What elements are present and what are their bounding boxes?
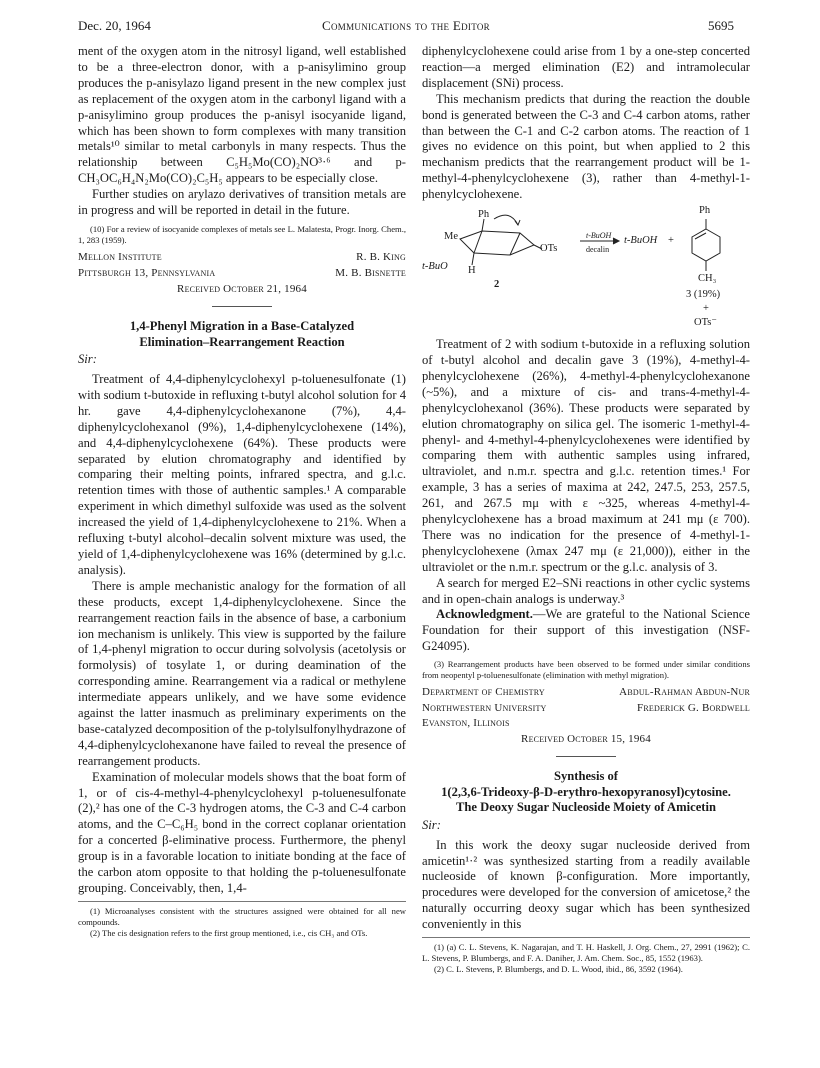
author: Abdul-Rahman Abdun-Nur: [619, 685, 750, 698]
affiliation-line: [78, 266, 406, 282]
condition-solvent: t-BuOH: [586, 231, 612, 241]
author: M. B. Bisnette: [335, 267, 406, 280]
tosylate-label: OTs: [540, 243, 558, 255]
compound-2-label: 2: [494, 279, 500, 291]
author: R. B. King: [356, 251, 406, 264]
article-title: 1,4-Phenyl Migration in a Base-Catalyzed Elimination–Rearrangement Reaction: [129, 319, 355, 349]
affiliation-line: [422, 701, 750, 717]
methyl-label: Me: [444, 231, 458, 243]
byproduct-label: t-BuOH: [624, 235, 658, 247]
affiliation-line: [422, 716, 750, 732]
institution: Mellon Institute: [78, 251, 162, 264]
article-title: [422, 769, 750, 816]
title-line: The Deoxy Sugar Nucleoside Moiety of Amicetin: [455, 800, 716, 815]
received-date: Received October 15, 1964: [521, 733, 651, 746]
reaction-scheme: [422, 205, 750, 331]
right-column: [422, 44, 750, 976]
paragraph: Treatment of 2 with sodium t-butoxide in a refluxing solution of t-butyl alcohol and decalin gave 3 (19%), 4-methyl-4-phenylcyclohexene (26%), 4-methyl-4-phenylcyclohexanone (~5%), and a mixture of cis- and trans-4-methyl-4-phenylcyclohexanol (36%). These products were separated by elution chromatography on silica gel. The isomeric 1-methyl-4-phenyl- and 4-methyl-4-phenylcyclohexenes were identified by comparing them with authentic samples using infrared, ultraviolet, and n.m.r. spectra and g.l.c. retention times.¹ For example, 3 has a series of maxima at 242, 247.5, 253, 257.5, 261, and 267.5 mμ with ε ~325, whereas 4-methyl-4-phenylcyclohexene has a broad maximum at 241 mμ (ε 700). There was no indication for the presence of 4-methyl-1-phenylcyclohexene (λmax 247 mμ (ε 21,000)), either in the ultraviolet or the n.m.r. spectrum or the g.l.c. analysis of 3.: [422, 337, 750, 574]
paragraph: diphenylcyclohexene could arise from 1 by a one-step concerted reaction—a merged elimination (E2) and intramolecular displacement (SNi) process.: [422, 44, 750, 90]
acknowledgment-label: Acknowledgment.: [436, 607, 533, 622]
paragraph: ment of the oxygen atom in the nitrosyl ligand, well established to be a three-electron donor, with a p-anisylimino group produces the p-anisylazo ligand present in the new complex just as replacement of the oxygen atom in the carbonyl ligand with a p-anisylimino group produces the p-anisyl isocyanide ligand, which has been shown to form complexes with many transition metals¹⁰ similar to metal carbonyls in many respects. Thus the relationship between C₅H₅Mo(CO)₂NO³·⁶ and p-CH₃OC₆H₄N₂Mo(CO)₂C₅H₅ appears to be especially close.: [78, 44, 406, 186]
footnote: (2) The cis designation refers to the first group mentioned, i.e., cis CH₃ and OTs.: [90, 928, 368, 939]
running-header: [78, 18, 734, 36]
condition-cosolvent: decalin: [586, 245, 610, 255]
salutation: Sir:: [78, 352, 97, 367]
paragraph: Examination of molecular models shows that the boat form of 1, or of cis-4-methyl-4-phenylcyclohexyl p-toluenesulfonate (2),² has one of the C-3 hydrogen atoms, the C-3 and C-4 carbon atoms, and the C–C₆H₅ bond in the correct coplanar orientation for a concerted β-eliminative process. Furthermore, the phenyl group is in a favorable location to initiate bonding at the face of the carbon atom opposite to that holding the p-toluenesulfonate grouping. Conceivably, then, 1,4-: [78, 769, 406, 895]
location: Pittsburgh 13, Pennsylvania: [78, 267, 216, 280]
hydrogen-label: H: [468, 265, 476, 277]
divider: [212, 306, 272, 307]
footnote: (3) Rearrangement products have been observed to be formed under similar conditions from neopentyl p-toluenesulfonate (elimination with methyl migration).: [422, 659, 750, 681]
methyl-label-product: CH₃: [698, 273, 717, 285]
plus-sign: +: [703, 303, 709, 315]
boat-ring: [460, 231, 534, 255]
affiliation-line: [422, 685, 750, 701]
received-date: Received October 21, 1964: [177, 283, 307, 296]
plus-sign: +: [668, 235, 674, 247]
acknowledgment-text: —We are grateful to the National Science Foundation for their support of this investigation (NSF-G24095).: [422, 607, 750, 654]
footnote: (2) C. L. Stevens, P. Blumbergs, and D. L. Wood, ibid., 86, 3592 (1964).: [434, 964, 683, 975]
compound-3-yield: 3 (19%): [686, 289, 721, 301]
divider: [556, 756, 616, 757]
institution: Northwestern University: [422, 701, 547, 714]
curved-arrow: [494, 215, 518, 225]
title-line: 1(2,3,6-Trideoxy-β-D-erythro-hexopyranosyl)cytosine.: [441, 784, 731, 799]
tosylate-anion: OTs⁻: [694, 317, 717, 329]
header-page-number: 5695: [708, 18, 734, 33]
paragraph: A search for merged E2–SNi reactions in other cyclic systems and in open-chain analogs is underway.³: [422, 575, 750, 606]
phenyl-label: Ph: [478, 209, 490, 221]
salutation: Sir:: [422, 817, 441, 832]
phenyl-label-product: Ph: [699, 205, 711, 217]
footnote: (1) Microanalyses consistent with the structures assigned were obtained for all new compounds.: [78, 905, 406, 928]
department: Department of Chemistry: [422, 685, 545, 698]
paragraph: In this work the deoxy sugar nucleoside derived from amicetin¹·² was synthesized starting from a readily available nucleoside of known β-configuration. More importantly, procedures were developed for the conversion of amicetose,² the naturally occurring deoxy sugar which has been synthesized conveniently in this: [422, 837, 750, 932]
left-column: [78, 44, 406, 940]
footnote: (1) (a) C. L. Stevens, K. Nagarajan, and T. H. Haskell, J. Org. Chem., 27, 2991 (1962); C. L. Stevens, P. Blumbergs, and F. A. Daniher, J. Am. Chem. Soc., 85, 1552 (1963).: [422, 942, 750, 964]
footnote-rule: [78, 901, 406, 902]
product-ring: [692, 229, 720, 261]
header-section: Communications to the Editor: [322, 18, 490, 33]
tbutoxide-label: t-BuO: [422, 261, 448, 273]
paragraph: Treatment of 4,4-diphenylcyclohexyl p-toluenesulfonate (1) with sodium t-butoxide in refluxing t-butyl alcohol solution for 4 hr. gave 4,4-diphenylcyclohexanone (7%), 4,4-diphenylcyclohexanol (9%), 1,4-diphenylcyclohexene (14%), and 4,4-diphenylcyclohexene (64%). These products were separated by elution chromatography and identified by comparing their melting points, infrared spectra, and g.l.c. retention times with those of authentic samples.¹ A comparable experiment in which dimethyl sulfoxide was used as the solvent increased the yield of 1,4-diphenylcyclohexene to 21%. When a refluxing t-butyl alcohol–decalin solvent mixture was used, the yield of 1,4-diphenylcyclohexene was 16% (determined by g.l.c. analysis).: [78, 372, 406, 577]
affiliation-line: [78, 250, 406, 266]
paragraph: There is ample mechanistic analogy for the formation of all these products, except 1,4-diphenylcyclohexene. Since the rearrangement reaction fails in the absence of base, a carbonium ion mechanism is unlikely. This view is supported by the failure of 1,4-phenyl migration to occur during solvolysis (acetolysis or formolysis) of tosylate 1, or during deamination of the corresponding amine. Rearrangement via a radical or methylene intermediate appears unlikely, and we have some evidence against the latter inasmuch as preliminary experiments on the base-catalyzed decomposition of the p-tolylsulfonylhydrazone of 4,4-diphenylcyclohexanone have failed to reveal the presence of rearrangement products.: [78, 578, 406, 768]
paragraph: This mechanism predicts that during the reaction the double bond is generated between the C-3 and C-4 carbon atoms, rather than between the C-1 and C-2 carbon atoms. The reaction of 1 gives no evidence on this point, but when applied to 2 this mechanism predicts that the rearrangement product will be 1-methyl-4-phenylcyclohexene (3), rather than 4-methyl-1-phenylcyclohexene.: [422, 91, 750, 202]
header-date: Dec. 20, 1964: [78, 18, 151, 33]
title-line: Synthesis of: [553, 769, 619, 784]
location: Evanston, Illinois: [422, 717, 510, 730]
footnote: (10) For a review of isocyanide complexes of metals see L. Malatesta, Progr. Inorg. Chem., 1, 283 (1959).: [78, 223, 406, 246]
acknowledgment: [422, 607, 750, 655]
footnote-rule: [422, 937, 750, 938]
paragraph: Further studies on arylazo derivatives of transition metals are in progress and will be reported in detail in the future.: [78, 187, 406, 218]
author: Frederick G. Bordwell: [637, 701, 750, 714]
